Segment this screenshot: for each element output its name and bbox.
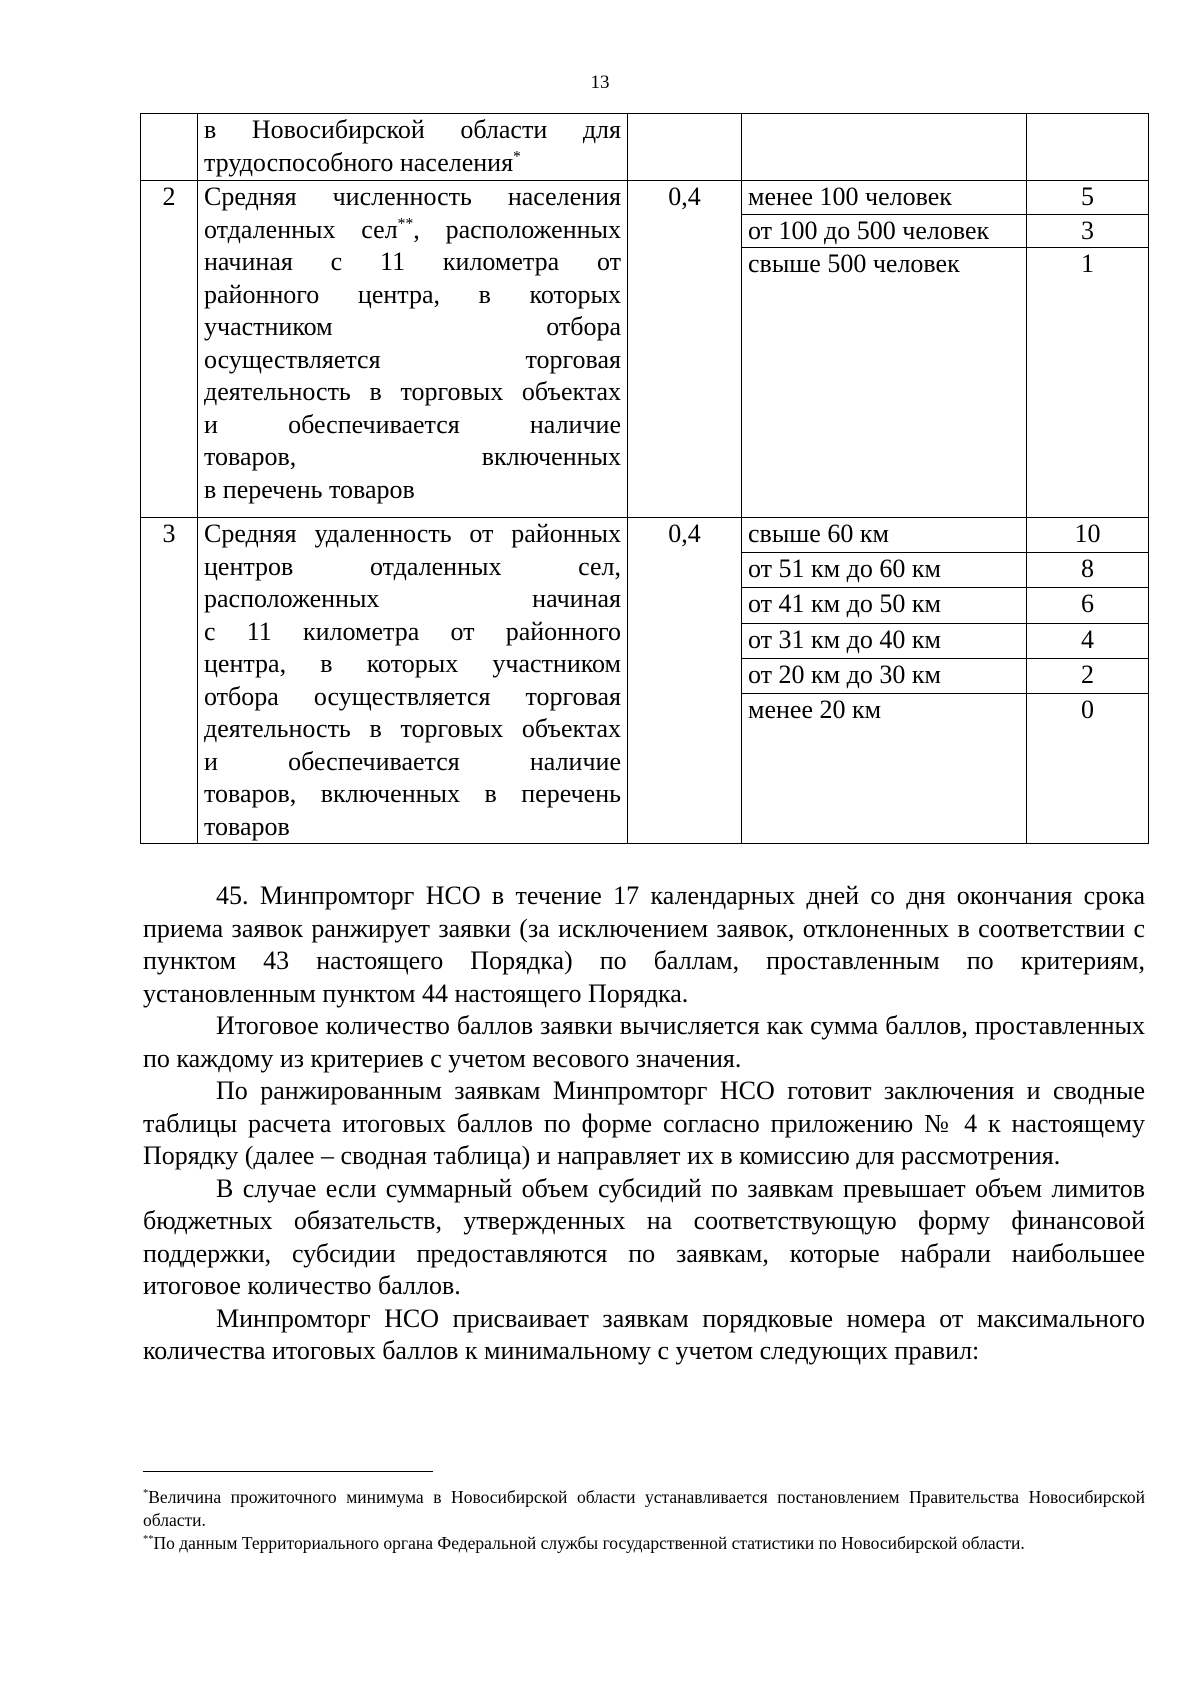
score-value: 0 bbox=[1027, 693, 1149, 843]
score-value: 5 bbox=[1027, 181, 1149, 215]
score-value: 3 bbox=[1027, 214, 1149, 248]
score-value: 4 bbox=[1027, 623, 1149, 658]
footnote-text: По данным Территориального органа Федеральной службы государственной статистики по Новосибирской области. bbox=[153, 1533, 1025, 1553]
score-value: 8 bbox=[1027, 553, 1149, 588]
table-row bbox=[141, 114, 1149, 181]
score-value: 1 bbox=[1027, 248, 1149, 518]
score-value: 10 bbox=[1027, 518, 1149, 553]
criterion-weight: 0,4 bbox=[628, 518, 742, 844]
criterion-name: Средняя удаленность от районных центров отдаленных сел, расположенных начиная с 11 километра от районного центра, в которых участником отбора осуществляется торговая деятельность в торговых объектах и обеспечивается наличие товаров, включенных в перечень товаров bbox=[198, 518, 628, 844]
range-value: от 100 до 500 человек bbox=[742, 214, 1027, 248]
range-value: менее 20 км bbox=[742, 693, 1027, 843]
table-row bbox=[141, 518, 1149, 553]
footnote-separator bbox=[143, 1471, 433, 1472]
paragraph: Итоговое количество баллов заявки вычисляется как сумма баллов, проставленных по каждому из критериев с учетом весового значения. bbox=[143, 1011, 1145, 1073]
criteria-table bbox=[140, 113, 1149, 844]
footnote-text: Величина прожиточного минимума в Новосибирской области устанавливается постановлением Правительства Новосибирской области. bbox=[143, 1487, 1145, 1530]
footnote-marker: * bbox=[143, 1488, 149, 1500]
paragraph: По ранжированным заявкам Минпромторг НСО готовит заключения и сводные таблицы расчета итоговых баллов по форме согласно приложению № 4 к настоящему Порядку (далее – сводная таблица) и направляет их в комиссию для рассмотрения. bbox=[143, 1076, 1145, 1170]
footnote-marker: ** bbox=[397, 214, 414, 232]
criterion-line: в Новосибирской области для bbox=[204, 115, 621, 144]
footnote bbox=[143, 1532, 1145, 1555]
footnote-marker: ** bbox=[143, 1534, 154, 1546]
criterion-name bbox=[198, 114, 628, 181]
body-text bbox=[143, 880, 1145, 1368]
range-value: от 20 км до 30 км bbox=[742, 658, 1027, 693]
table-row bbox=[141, 181, 1149, 215]
footnotes bbox=[143, 1486, 1145, 1555]
score-value: 6 bbox=[1027, 588, 1149, 623]
criterion-number: 3 bbox=[141, 518, 198, 844]
range-value: от 51 км до 60 км bbox=[742, 553, 1027, 588]
criterion-weight: 0,4 bbox=[628, 181, 742, 518]
footnote-marker: * bbox=[513, 147, 521, 165]
criterion-name: Средняя численность населения отдаленных сел**, расположенных начиная с 11 километра от районного центра, в которых участником отбора осуществляется торговая деятельность в торговых объектах и обеспечивается наличие товаров, включенных в перечень товаров bbox=[198, 181, 628, 518]
criterion-number: 2 bbox=[141, 181, 198, 518]
range-value: от 31 км до 40 км bbox=[742, 623, 1027, 658]
range-value: менее 100 человек bbox=[742, 181, 1027, 215]
range-value: свыше 500 человек bbox=[742, 248, 1027, 518]
range-value: свыше 60 км bbox=[742, 518, 1027, 553]
score-value: 2 bbox=[1027, 658, 1149, 693]
criterion-number bbox=[141, 114, 198, 181]
criterion-line: трудоспособного населения* bbox=[204, 147, 521, 177]
paragraph: Минпромторг НСО присваивает заявкам порядковые номера от максимального количества итоговых баллов к минимальному с учетом следующих правил: bbox=[143, 1303, 1145, 1365]
paragraph: 45. Минпромторг НСО в течение 17 календарных дней со дня окончания срока приема заявок ранжирует заявки (за исключением заявок, отклоненных в соответствии с пунктом 43 настоящего Порядка) по баллам, проставленным по критериям, установленным пунктом 44 настоящего Порядка. bbox=[143, 881, 1145, 1008]
footnote bbox=[143, 1486, 1145, 1532]
paragraph: В случае если суммарный объем субсидий по заявкам превышает объем лимитов бюджетных обязательств, утвержденных на соответствующую форму финансовой поддержки, субсидии предоставляются по заявкам, которые набрали наибольшее итоговое количество баллов. bbox=[143, 1173, 1145, 1300]
range-value: от 41 км до 50 км bbox=[742, 588, 1027, 623]
page-number: 13 bbox=[590, 72, 610, 93]
